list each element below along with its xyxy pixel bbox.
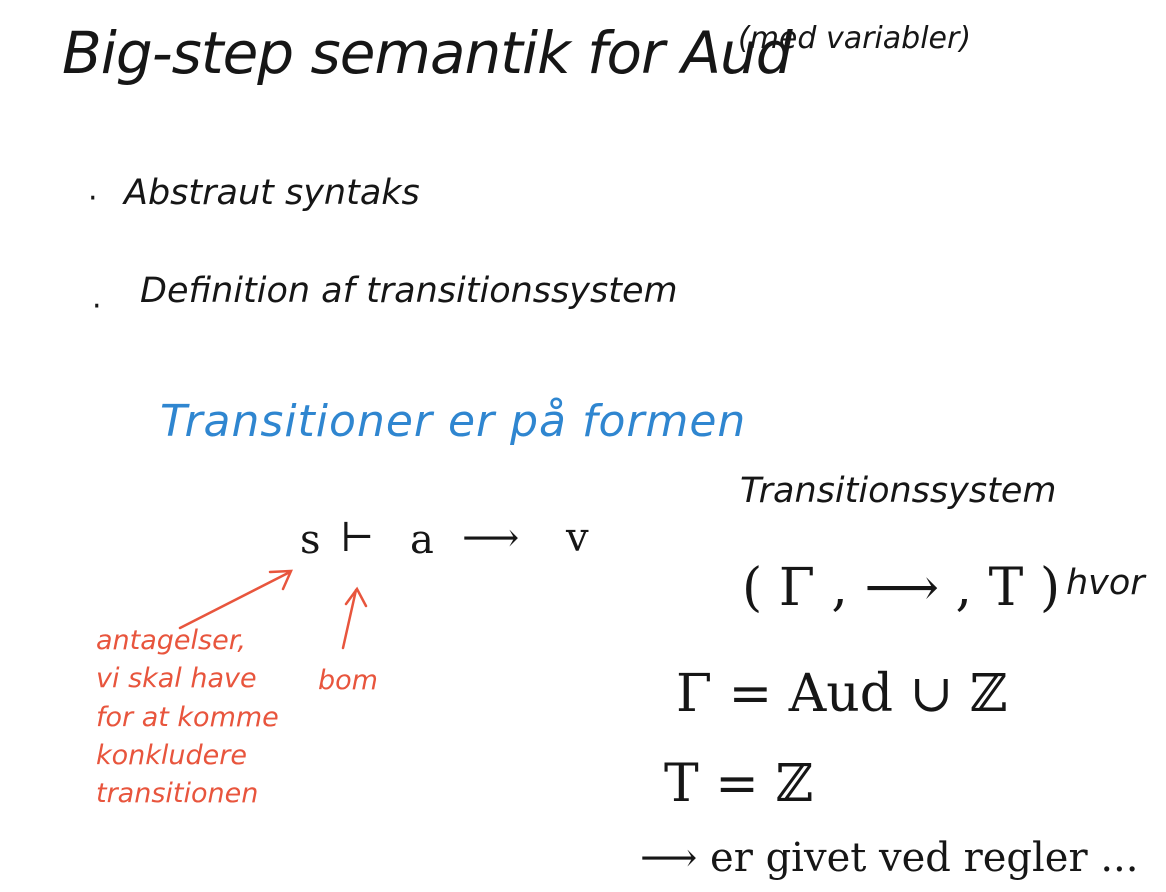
title-subtitle: (med variabler) (738, 21, 972, 56)
turnstile-note: bom (318, 665, 378, 696)
t-definition: T = ℤ (664, 754, 814, 814)
assumptions-line: antagelser, (96, 625, 246, 656)
bullet-abstract-syntax: Abstraut syntaks (124, 173, 420, 213)
gamma-definition: Γ = Aud ∪ ℤ (676, 664, 1008, 724)
assumptions-line: for at komme (96, 701, 279, 733)
turnstile-arrow-head (346, 589, 366, 606)
assumptions-note (96, 622, 279, 814)
ts-tuple: ( Γ , ⟶ , T ) (742, 558, 1061, 618)
ts-heading: Transitionssystem (740, 471, 1057, 511)
page-title: Big-step semantik for Aud (62, 19, 792, 87)
judgment-value: v (566, 515, 589, 561)
assumptions-line: vi skal have (96, 663, 257, 695)
bullet-marker: · (88, 181, 98, 216)
assumptions-line: konkludere (96, 739, 247, 771)
transitions-heading: Transitioner er på formen (160, 396, 747, 447)
assumptions-line: transitionen (96, 778, 259, 810)
judgment-expression: a (410, 517, 434, 563)
bullet-marker: · (92, 289, 102, 324)
judgment-turnstile: ⊢ (340, 515, 375, 561)
ts-where: hvor (1066, 563, 1145, 603)
judgment-arrow: ⟶ (462, 515, 520, 561)
bullet-transition-system: Definition af transitionssystem (140, 271, 678, 311)
judgment-state: s (300, 517, 321, 563)
rules-footer: ⟶ er givet ved regler ... (640, 835, 1139, 881)
assumptions-arrow (180, 572, 290, 628)
